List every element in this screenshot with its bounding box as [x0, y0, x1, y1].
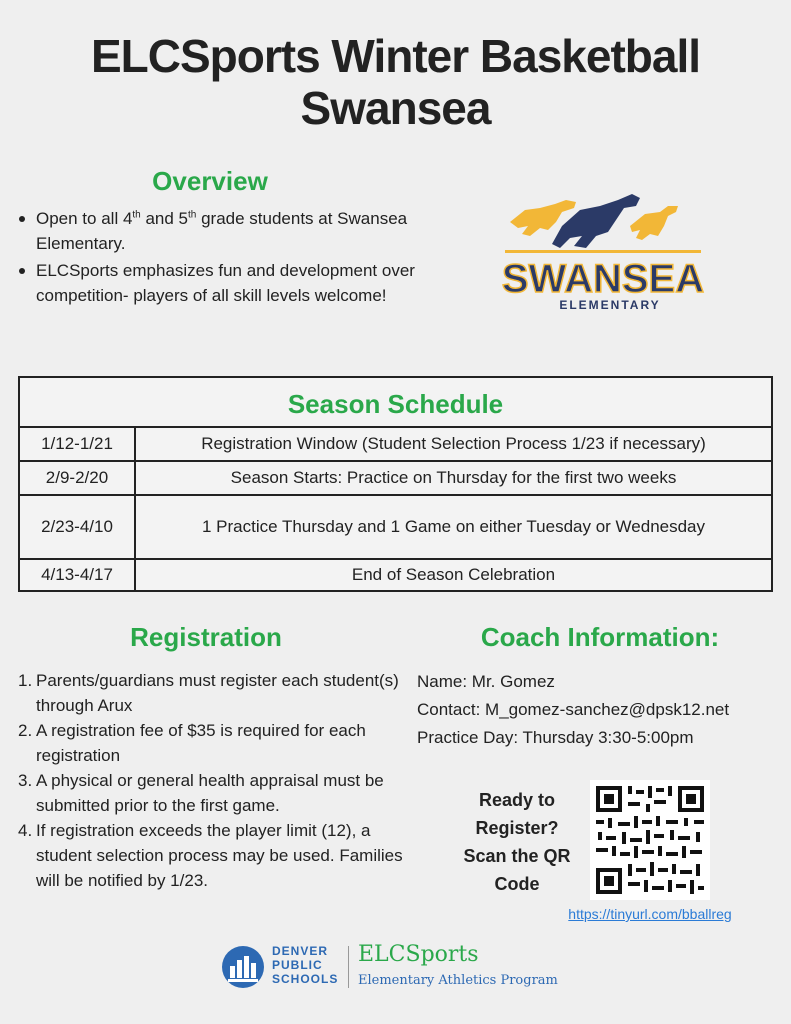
- logo-divider: [505, 250, 701, 253]
- page-title: [0, 30, 791, 134]
- footer-divider: [348, 946, 349, 988]
- list-item: ELCSports emphasizes fun and development over competition- players of all skill levels welcome!: [16, 258, 416, 308]
- title-line-2: Swansea: [300, 82, 491, 134]
- logo-main-text: SWANSEA: [501, 257, 705, 301]
- qr-code[interactable]: [590, 780, 710, 900]
- schedule-date: 2/9-2/20: [20, 462, 136, 494]
- schedule-date: 1/12-1/21: [20, 428, 136, 460]
- elcsports-subtitle: Elementary Athletics Program: [358, 973, 558, 988]
- list-item: 2. A registration fee of $35 is required for each registration: [18, 721, 366, 765]
- season-schedule-table: [18, 376, 773, 592]
- title-line-1: ELCSports Winter Basketball: [90, 30, 701, 82]
- logo-sub-text: ELEMENTARY: [559, 298, 661, 312]
- schedule-date: 4/13-4/17: [20, 560, 136, 590]
- dps-wordmark: DENVER PUBLIC SCHOOLS: [272, 944, 339, 986]
- list-item: 4. If registration exceeds the player limit (12), a student selection process may be used. Families will be notified by 1/23.: [18, 821, 403, 890]
- schedule-desc: Season Starts: Practice on Thursday for the first two weeks: [230, 468, 677, 487]
- dps-logo-icon: [220, 944, 266, 990]
- overview-heading: Overview: [152, 166, 268, 196]
- schedule-heading: Season Schedule: [20, 378, 771, 428]
- table-row: [20, 496, 771, 560]
- coach-contact: Contact: M_gomez-sanchez@dpsk12.net: [417, 700, 730, 719]
- list-item: Open to all 4th and 5th grade students at Swansea Elementary.: [16, 206, 416, 256]
- list-item: 3. A physical or general health appraisal must be submitted prior to the first game.: [18, 771, 384, 815]
- coach-heading: Coach Information:: [480, 622, 720, 652]
- table-row: [20, 462, 771, 496]
- coach-info: [417, 668, 787, 752]
- list-item: 1. Parents/guardians must register each student(s) through Arux: [18, 671, 399, 715]
- registration-link[interactable]: https://tinyurl.com/bballreg: [568, 906, 732, 922]
- registration-list: [18, 668, 418, 893]
- schedule-desc: Registration Window (Student Selection Process 1/23 if necessary): [201, 434, 706, 453]
- schedule-desc: 1 Practice Thursday and 1 Game on either Tuesday or Wednesday: [201, 517, 706, 536]
- coach-practice: Practice Day: Thursday 3:30-5:00pm: [417, 728, 694, 747]
- footer: [220, 942, 580, 992]
- registration-heading: Registration: [130, 622, 282, 652]
- coach-name: Name: Mr. Gomez: [417, 672, 555, 691]
- schedule-desc: End of Season Celebration: [351, 565, 556, 584]
- table-row: [20, 428, 771, 462]
- ready-to-register-text: Ready to Register? Scan the QR Code: [463, 790, 571, 894]
- swansea-logo: [500, 192, 710, 317]
- overview-list: [16, 206, 416, 310]
- table-row: [20, 560, 771, 590]
- schedule-date: 2/23-4/10: [20, 496, 136, 558]
- elcsports-title: ELCSports: [358, 942, 479, 967]
